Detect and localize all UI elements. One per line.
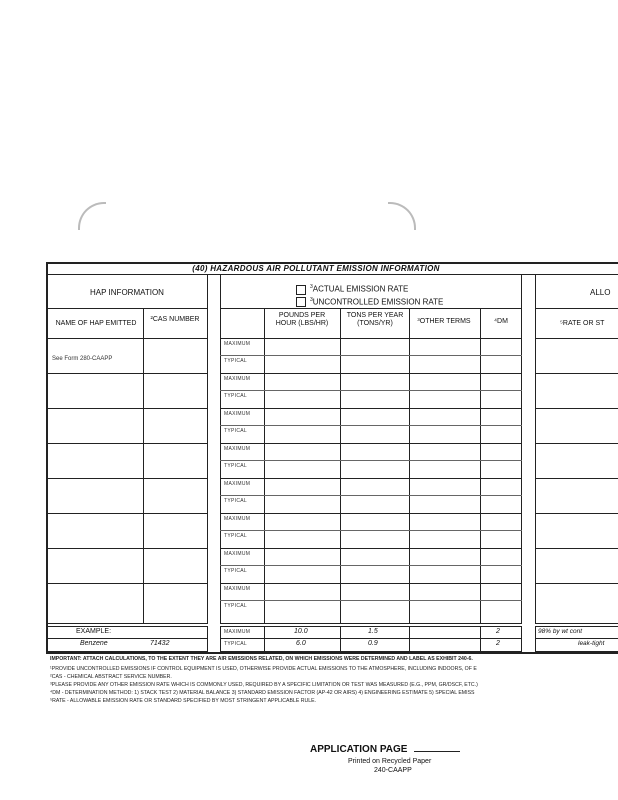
example-emission-rule bbox=[220, 638, 522, 639]
row-typ-label: TYPICAL bbox=[224, 533, 247, 539]
example-allowable-rule bbox=[535, 638, 618, 639]
example-typ-lbs: 6.0 bbox=[296, 640, 306, 647]
printed-note: Printed on Recycled Paper bbox=[348, 758, 432, 765]
example-max-lbs: 10.0 bbox=[294, 628, 308, 635]
cas-number-cell[interactable] bbox=[144, 549, 207, 582]
emission-subrow-rule bbox=[220, 530, 522, 531]
form-number: 240-CAAPP bbox=[374, 767, 412, 774]
cas-number-cell[interactable] bbox=[144, 514, 207, 547]
binder-hole-right bbox=[388, 202, 416, 230]
emission-rate-options bbox=[296, 282, 443, 307]
application-page-label: APPLICATION PAGE bbox=[310, 744, 460, 755]
row-typ-label: TYPICAL bbox=[224, 358, 247, 364]
hap-section-title: HAP INFORMATION bbox=[90, 288, 164, 297]
note-2: ²CAS - CHEMICAL ABSTRACT SERVICE NUMBER. bbox=[50, 674, 172, 680]
note-4: ⁴DM - DETERMINATION METHOD: 1) STACK TEST 2) MATERIAL BALANCE 3) STANDARD EMISSION FACTOR (AP-42 OR AIRS) 4) ENGINEERING ESTIMATE 5) SPECIAL EMISS bbox=[50, 690, 475, 696]
example-allow-typ: leak-tight bbox=[578, 640, 605, 647]
allowable-row-rule bbox=[535, 373, 618, 374]
emission-subrow-rule bbox=[220, 355, 522, 356]
col-pounds-header: POUNDS PER HOUR (LBS/HR) bbox=[275, 312, 329, 327]
cas-number-cell[interactable] bbox=[144, 584, 207, 617]
col-cas-header: ²CAS NUMBER bbox=[150, 316, 200, 323]
page-number-field[interactable] bbox=[414, 751, 460, 752]
uncontrolled-rate-checkbox[interactable] bbox=[296, 297, 306, 307]
emission-row-rule bbox=[220, 513, 522, 514]
hap-name-cell[interactable] bbox=[47, 409, 142, 442]
emission-row-rule bbox=[220, 338, 522, 339]
example-rule bbox=[46, 638, 208, 639]
cas-number-cell[interactable] bbox=[144, 374, 207, 407]
hap-name-cell[interactable] bbox=[47, 584, 142, 617]
example-max-dm: 2 bbox=[496, 628, 500, 635]
uncontrolled-rate-option[interactable]: $^3$UNCONTROLLED EMISSION RATE bbox=[296, 295, 443, 308]
row-typ-label: TYPICAL bbox=[224, 463, 247, 469]
note-3: ³PLEASE PROVIDE ANY OTHER EMISSION RATE WHICH IS COMMONLY USED, REQUIRED BY A SPECIFIC LIMITATION OR TEST WAS MEASURED (E.G., PPM, GR/DSCF, ETC.) bbox=[50, 682, 478, 688]
example-max-label: MAXIMUM bbox=[224, 629, 251, 635]
cas-number-cell[interactable] bbox=[144, 444, 207, 477]
example-typ-dm: 2 bbox=[496, 640, 500, 647]
allowable-row-rule bbox=[535, 338, 618, 339]
note-important: IMPORTANT: ATTACH CALCULATIONS, TO THE EXTENT THEY ARE AIR EMISSIONS RELATED, ON WHICH EMISSIONS WERE DETERMINED AND LABEL AS EXHIBIT 240-6. bbox=[50, 656, 473, 662]
row-max-label: MAXIMUM bbox=[224, 551, 251, 557]
hap-rule bbox=[46, 308, 208, 309]
emission-row-rule bbox=[220, 443, 522, 444]
cas-number-cell[interactable] bbox=[144, 339, 207, 372]
hap-name-cell[interactable] bbox=[47, 479, 142, 512]
example-hap-box bbox=[46, 626, 208, 652]
example-typ-tons: 0.9 bbox=[368, 640, 378, 647]
row-typ-label: TYPICAL bbox=[224, 428, 247, 434]
actual-rate-option[interactable]: $^3$ACTUAL EMISSION RATE bbox=[296, 282, 443, 295]
example-label: EXAMPLE: bbox=[76, 628, 112, 635]
hap-name-cell[interactable] bbox=[47, 549, 142, 582]
row-max-label: MAXIMUM bbox=[224, 481, 251, 487]
allowable-row-rule bbox=[535, 513, 618, 514]
col-rate-header: ⁵RATE OR ST bbox=[560, 320, 605, 327]
cas-number-cell[interactable] bbox=[144, 409, 207, 442]
row-max-label: MAXIMUM bbox=[224, 516, 251, 522]
allowable-row-rule bbox=[535, 583, 618, 584]
row-max-label: MAXIMUM bbox=[224, 411, 251, 417]
col-name-header: NAME OF HAP EMITTED bbox=[55, 320, 137, 327]
row-max-label: MAXIMUM bbox=[224, 341, 251, 347]
note-5: ⁵RATE - ALLOWABLE EMISSION RATE OR STANDARD SPECIFIED BY MOST STRINGENT APPLICABLE RULE. bbox=[50, 698, 317, 704]
col-other-header: ³OTHER TERMS bbox=[417, 318, 471, 325]
first-row-name: See Form 280-CAAPP bbox=[52, 356, 113, 362]
row-max-label: MAXIMUM bbox=[224, 376, 251, 382]
emission-row-rule bbox=[220, 583, 522, 584]
emission-row-rule bbox=[220, 373, 522, 374]
allowable-row-rule bbox=[535, 443, 618, 444]
emission-subrow-rule bbox=[220, 425, 522, 426]
emission-rule bbox=[220, 308, 522, 309]
hap-name-cell[interactable] bbox=[47, 514, 142, 547]
col-tons-header: TONS PER YEAR (TONS/YR) bbox=[346, 312, 404, 327]
cas-number-cell[interactable] bbox=[144, 479, 207, 512]
ex-div-4 bbox=[480, 626, 481, 652]
emission-subrow-rule bbox=[220, 565, 522, 566]
row-max-label: MAXIMUM bbox=[224, 446, 251, 452]
hap-name-cell[interactable] bbox=[47, 444, 142, 477]
example-typ-label: TYPICAL bbox=[224, 641, 247, 647]
emission-subrow-rule bbox=[220, 495, 522, 496]
row-typ-label: TYPICAL bbox=[224, 498, 247, 504]
emission-row-rule bbox=[220, 548, 522, 549]
actual-rate-checkbox[interactable] bbox=[296, 285, 306, 295]
note-1: ¹PROVIDE UNCONTROLLED EMISSIONS IF CONTROL EQUIPMENT IS USED, OTHERWISE PROVIDE ACTUAL EMISSIONS TO THE ATMOSPHERE, INCLUDING INDOORS, OF E bbox=[50, 666, 477, 672]
allowable-title: ALLO bbox=[590, 288, 611, 297]
ex-div-2 bbox=[340, 626, 341, 652]
emission-row-rule bbox=[220, 478, 522, 479]
ex-div-3 bbox=[409, 626, 410, 652]
row-typ-label: TYPICAL bbox=[224, 393, 247, 399]
hap-name-cell[interactable] bbox=[47, 374, 142, 407]
example-max-tons: 1.5 bbox=[368, 628, 378, 635]
hap-name-cell[interactable] bbox=[47, 339, 142, 372]
example-name: Benzene bbox=[80, 640, 108, 647]
col-dm-header: ⁴DM bbox=[494, 318, 508, 325]
emission-subrow-rule bbox=[220, 600, 522, 601]
form-title: (40) HAZARDOUS AIR POLLUTANT EMISSION INFORMATION bbox=[192, 264, 440, 273]
emission-subrow-rule bbox=[220, 390, 522, 391]
allowable-row-rule bbox=[535, 408, 618, 409]
allowable-rule bbox=[535, 308, 618, 309]
emission-row-rule bbox=[220, 408, 522, 409]
allowable-row-rule bbox=[535, 478, 618, 479]
row-typ-label: TYPICAL bbox=[224, 568, 247, 574]
ex-div-1 bbox=[264, 626, 265, 652]
example-allow-max: 98% by wt cont bbox=[538, 628, 583, 635]
allowable-row-rule bbox=[535, 548, 618, 549]
binder-hole-left bbox=[78, 202, 106, 230]
row-typ-label: TYPICAL bbox=[224, 603, 247, 609]
example-cas: 71432 bbox=[150, 640, 170, 647]
emission-subrow-rule bbox=[220, 460, 522, 461]
row-max-label: MAXIMUM bbox=[224, 586, 251, 592]
